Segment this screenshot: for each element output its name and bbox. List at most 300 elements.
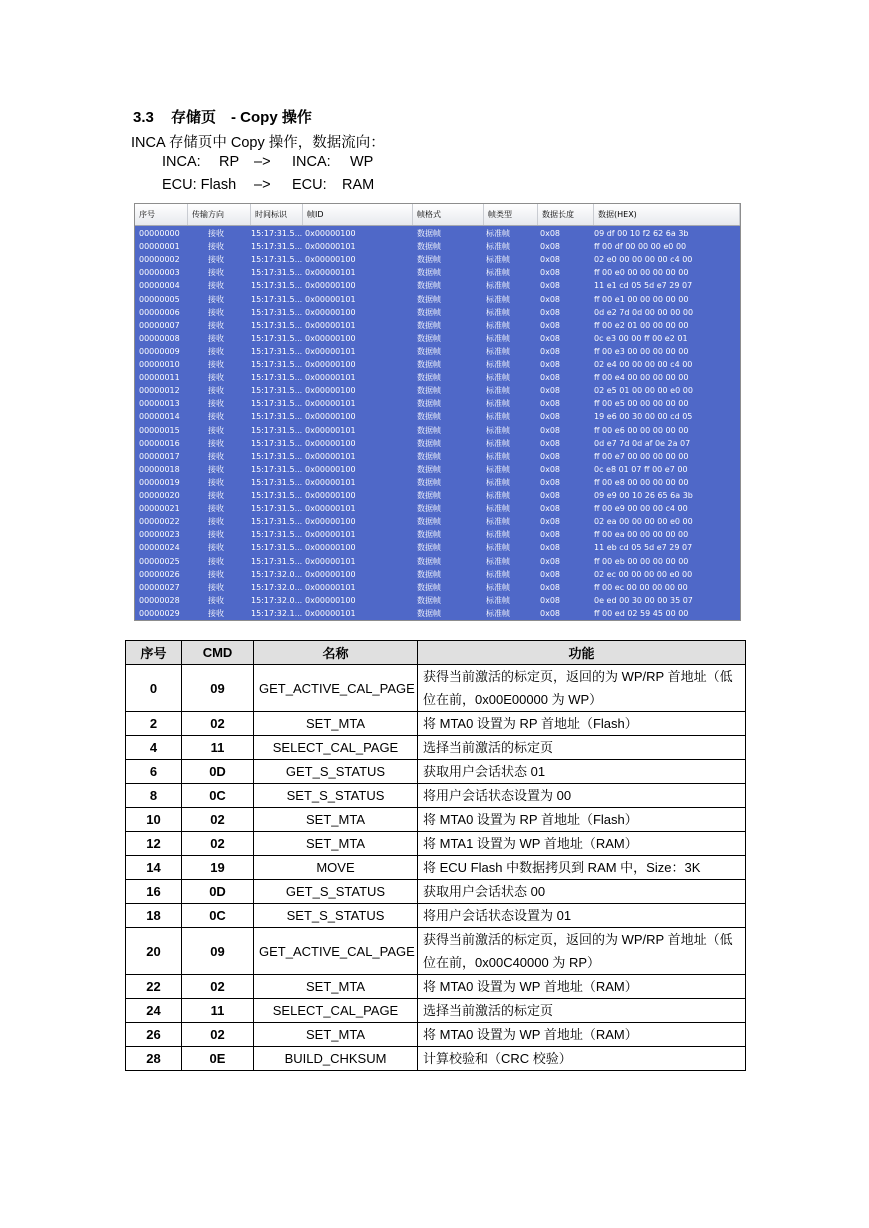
row-index: 10 [126, 808, 182, 832]
trace-cell: 接收 [208, 333, 224, 343]
trace-row[interactable] [135, 541, 740, 554]
trace-cell: 0x00000101 [305, 608, 356, 618]
trace-cell: 接收 [208, 608, 224, 618]
trace-cell: 0x08 [540, 333, 561, 343]
trace-cell: 接收 [208, 229, 224, 238]
trace-cell: 0x08 [540, 530, 561, 540]
flow-dst: WP [350, 154, 374, 170]
row-function: 将 MTA1 设置为 WP 首地址（RAM） [418, 832, 746, 856]
trace-cell: 00000003 [139, 268, 180, 278]
row-index: 16 [126, 880, 182, 904]
table-row [126, 975, 746, 999]
row-name: SET_S_STATUS [254, 904, 418, 928]
trace-cell: 00000004 [139, 281, 180, 291]
trace-cell: 数据帧 [417, 373, 441, 383]
trace-cell: 15:17:31.5... [251, 346, 303, 356]
table-row [126, 784, 746, 808]
trace-cell: 15:17:32.0... [251, 569, 303, 579]
trace-cell: 数据帧 [417, 543, 441, 553]
trace-cell: 接收 [208, 386, 224, 396]
trace-cell: 接收 [208, 438, 224, 448]
trace-cell: 09 df 00 10 f2 62 6a 3b [594, 229, 689, 238]
trace-cell: 数据帧 [417, 595, 441, 605]
trace-row[interactable] [135, 581, 740, 594]
trace-cell: 接收 [208, 464, 224, 474]
row-index: 0 [126, 665, 182, 712]
trace-cell: 标准帧 [486, 333, 510, 343]
trace-cell: 标准帧 [486, 412, 510, 422]
row-cmd: 09 [182, 928, 254, 975]
trace-cell: 00000014 [139, 412, 180, 422]
trace-row[interactable] [135, 371, 740, 384]
trace-cell: 数据帧 [417, 464, 441, 474]
trace-cell: ff 00 e9 00 00 00 c4 00 [594, 504, 688, 514]
row-cmd: 02 [182, 1023, 254, 1047]
trace-cell: 02 e4 00 00 00 00 c4 00 [594, 360, 693, 369]
trace-cell: 接收 [208, 268, 224, 278]
table-row [126, 736, 746, 760]
row-function: 选择当前激活的标定页 [418, 736, 746, 760]
trace-cell: 15:17:31.5... [251, 294, 303, 304]
trace-cell: 0x08 [540, 360, 561, 369]
trace-row[interactable] [135, 266, 740, 279]
row-index: 28 [126, 1047, 182, 1071]
trace-cell: 接收 [208, 569, 224, 579]
trace-cell: 数据帧 [417, 268, 441, 278]
row-index: 20 [126, 928, 182, 975]
intro-text: INCA 存储页中 Copy 操作，数据流向： [131, 135, 385, 151]
col-header-name: 名称 [254, 641, 418, 665]
trace-cell: 15:17:31.5... [251, 399, 303, 409]
row-function: 将 MTA0 设置为 WP 首地址（RAM） [418, 975, 746, 999]
table-header-row [126, 641, 746, 665]
trace-cell: 接收 [208, 412, 224, 422]
trace-cell: 接收 [208, 242, 224, 252]
row-name: SET_MTA [254, 975, 418, 999]
trace-cell: 0x00000100 [305, 569, 356, 579]
trace-cell: 数据帧 [417, 229, 441, 238]
trace-cell: 00000026 [139, 569, 180, 579]
trace-cell: 标准帧 [486, 477, 510, 487]
trace-row[interactable] [135, 437, 740, 450]
trace-row[interactable] [135, 594, 740, 607]
row-cmd: 0D [182, 760, 254, 784]
row-index: 14 [126, 856, 182, 880]
trace-row[interactable] [135, 410, 740, 423]
trace-cell: ff 00 df 00 00 00 e0 00 [594, 242, 687, 252]
trace-row[interactable] [135, 476, 740, 489]
flow-dst-label: INCA: [292, 154, 331, 170]
trace-cell: 15:17:31.5... [251, 333, 303, 343]
trace-cell: 00000000 [139, 229, 180, 238]
trace-cell: 数据帧 [417, 491, 441, 500]
trace-cell: 15:17:31.5... [251, 255, 303, 265]
trace-row[interactable] [135, 555, 740, 568]
trace-cell: 0x00000100 [305, 229, 356, 238]
trace-cell: 0x08 [540, 438, 561, 448]
trace-cell: 0x00000101 [305, 556, 356, 566]
trace-cell: 15:17:31.5... [251, 543, 303, 553]
trace-cell: 11 eb cd 05 5d e7 29 07 [594, 543, 693, 553]
trace-cell: 标准帧 [486, 569, 510, 579]
trace-cell: 15:17:31.5... [251, 412, 303, 422]
table-row [126, 712, 746, 736]
trace-cell: 15:17:31.5... [251, 242, 303, 252]
trace-cell: 0x08 [540, 556, 561, 566]
trace-cell: 00000021 [139, 504, 180, 514]
flow-src-label: INCA: [162, 154, 201, 170]
trace-row[interactable] [135, 279, 740, 292]
trace-col-header[interactable]: 数据长度 [538, 204, 594, 225]
trace-cell: 0x08 [540, 477, 561, 487]
flow-line-inca [162, 154, 373, 170]
section-number: 3.3 [133, 109, 154, 126]
trace-cell: 15:17:32.1... [251, 608, 303, 618]
table-row [126, 880, 746, 904]
trace-cell: 0x00000101 [305, 582, 356, 592]
trace-cell: 数据帧 [417, 556, 441, 566]
trace-cell: 00000025 [139, 556, 180, 566]
trace-cell: 15:17:31.5... [251, 360, 303, 369]
trace-row[interactable] [135, 502, 740, 515]
trace-col-header[interactable]: 传输方向 [188, 204, 251, 225]
flow-line-ecu [162, 177, 374, 193]
trace-row[interactable] [135, 528, 740, 541]
trace-cell: 15:17:31.5... [251, 373, 303, 383]
trace-row[interactable] [135, 489, 740, 502]
trace-col-header[interactable]: 时间标识 [251, 204, 303, 225]
trace-cell: 00000012 [139, 386, 180, 396]
trace-cell: 0x08 [540, 543, 561, 553]
trace-cell: ff 00 e0 00 00 00 00 00 [594, 268, 689, 278]
row-cmd: 11 [182, 736, 254, 760]
row-cmd: 0E [182, 1047, 254, 1071]
trace-cell: 0x08 [540, 582, 561, 592]
trace-cell: 标准帧 [486, 229, 510, 238]
trace-cell: 00000024 [139, 543, 180, 553]
col-header-index: 序号 [126, 641, 182, 665]
trace-row[interactable] [135, 240, 740, 253]
row-function: 将 MTA0 设置为 WP 首地址（RAM） [418, 1023, 746, 1047]
trace-cell: 15:17:31.5... [251, 425, 303, 435]
trace-cell: 0x00000100 [305, 438, 356, 448]
trace-cell: 0x00000100 [305, 255, 356, 265]
row-index: 2 [126, 712, 182, 736]
trace-cell: ff 00 e4 00 00 00 00 00 [594, 373, 689, 383]
trace-cell: 标准帧 [486, 425, 510, 435]
trace-cell: 15:17:31.5... [251, 477, 303, 487]
trace-cell: 0x08 [540, 268, 561, 278]
trace-col-header[interactable]: 数据(HEX) [594, 204, 740, 225]
row-cmd: 0C [182, 904, 254, 928]
table-row [126, 999, 746, 1023]
trace-cell: 00000010 [139, 360, 180, 369]
trace-cell: 00000013 [139, 399, 180, 409]
flow-dst: RAM [342, 177, 375, 193]
row-function: 获得当前激活的标定页，返回的为 WP/RP 首地址（低位在前，0x00E00000 为 WP） [418, 665, 746, 712]
trace-cell: 数据帧 [417, 412, 441, 422]
trace-row[interactable] [135, 358, 740, 371]
trace-cell: 接收 [208, 582, 224, 592]
trace-cell: 0x00000101 [305, 451, 356, 461]
trace-cell: 标准帧 [486, 556, 510, 566]
trace-cell: 02 e0 00 00 00 00 c4 00 [594, 255, 693, 265]
trace-cell: ff 00 ed 02 59 45 00 00 [594, 608, 689, 618]
trace-cell: ff 00 e7 00 00 00 00 00 [594, 451, 689, 461]
trace-cell: 00000007 [139, 320, 180, 330]
trace-cell: 02 ec 00 00 00 00 e0 00 [594, 569, 693, 579]
flow-src: RP [219, 154, 240, 170]
trace-cell: 00000018 [139, 464, 180, 474]
trace-row[interactable] [135, 384, 740, 397]
trace-cell: ff 00 ec 00 00 00 00 00 [594, 582, 688, 592]
trace-cell: 接收 [208, 294, 224, 304]
trace-cell: 0x00000100 [305, 517, 356, 527]
trace-cell: 00000023 [139, 530, 180, 540]
trace-cell: ff 00 e8 00 00 00 00 00 [594, 477, 689, 487]
trace-cell: 0x08 [540, 464, 561, 474]
row-function: 获取用户会话状态 01 [418, 760, 746, 784]
trace-cell: 标准帧 [486, 451, 510, 461]
flow-dst-label: ECU: [292, 177, 327, 193]
trace-cell: 15:17:32.0... [251, 595, 303, 605]
trace-cell: 15:17:31.5... [251, 268, 303, 278]
trace-cell: 00000009 [139, 346, 180, 356]
trace-row[interactable] [135, 345, 740, 358]
trace-cell: 0x00000100 [305, 412, 356, 422]
trace-cell: 0x08 [540, 373, 561, 383]
trace-cell: 接收 [208, 451, 224, 461]
trace-cell: 0x08 [540, 517, 561, 527]
trace-cell: 00000011 [139, 373, 180, 383]
table-row [126, 832, 746, 856]
row-cmd: 11 [182, 999, 254, 1023]
trace-cell: 15:17:31.5... [251, 491, 303, 500]
can-trace-window [134, 203, 741, 621]
trace-cell: 接收 [208, 281, 224, 291]
trace-cell: 0x00000100 [305, 307, 356, 317]
trace-cell: 0x08 [540, 255, 561, 265]
trace-cell: 0x08 [540, 346, 561, 356]
row-name: MOVE [254, 856, 418, 880]
trace-row[interactable] [135, 450, 740, 463]
trace-cell: 数据帧 [417, 386, 441, 396]
trace-cell: 00000016 [139, 438, 180, 448]
trace-row[interactable] [135, 463, 740, 476]
col-header-cmd: CMD [182, 641, 254, 665]
trace-cell: 标准帧 [486, 268, 510, 278]
trace-cell: 0x00000100 [305, 333, 356, 343]
trace-cell: 0x00000101 [305, 477, 356, 487]
row-function: 选择当前激活的标定页 [418, 999, 746, 1023]
trace-cell: ff 00 e3 00 00 00 00 00 [594, 346, 689, 356]
trace-cell: 0x08 [540, 504, 561, 514]
trace-cell: 0x00000100 [305, 464, 356, 474]
trace-row[interactable] [135, 319, 740, 332]
trace-cell: 接收 [208, 399, 224, 409]
trace-cell: 数据帧 [417, 608, 441, 618]
row-cmd: 02 [182, 832, 254, 856]
trace-cell: 00000002 [139, 255, 180, 265]
trace-cell: 接收 [208, 360, 224, 369]
trace-cell: 标准帧 [486, 517, 510, 527]
trace-cell: 00000008 [139, 333, 180, 343]
trace-col-header[interactable]: 帧ID [303, 204, 413, 225]
row-function: 将 MTA0 设置为 RP 首地址（Flash） [418, 808, 746, 832]
trace-cell: 数据帧 [417, 569, 441, 579]
trace-row[interactable] [135, 568, 740, 581]
row-name: SELECT_CAL_PAGE [254, 999, 418, 1023]
trace-cell: 0x00000100 [305, 386, 356, 396]
trace-cell: 00000019 [139, 477, 180, 487]
table-row [126, 760, 746, 784]
trace-cell: 00000017 [139, 451, 180, 461]
trace-cell: 15:17:31.5... [251, 438, 303, 448]
trace-row[interactable] [135, 332, 740, 345]
row-index: 12 [126, 832, 182, 856]
trace-cell: 0x00000100 [305, 491, 356, 500]
row-name: SET_MTA [254, 808, 418, 832]
row-name: SET_MTA [254, 832, 418, 856]
flow-arrow: –> [254, 177, 271, 193]
section-title: 存储页 [171, 109, 217, 126]
row-name: SET_S_STATUS [254, 784, 418, 808]
trace-cell: 数据帧 [417, 438, 441, 448]
trace-cell: 数据帧 [417, 346, 441, 356]
trace-cell: 接收 [208, 307, 224, 317]
command-table [125, 640, 746, 1071]
row-cmd: 0C [182, 784, 254, 808]
trace-cell: 0d e2 7d 0d 00 00 00 00 [594, 307, 694, 317]
row-cmd: 02 [182, 712, 254, 736]
trace-cell: 0x08 [540, 229, 561, 238]
trace-cell: 接收 [208, 491, 224, 500]
trace-cell: 00000005 [139, 294, 180, 304]
trace-cell: 数据帧 [417, 582, 441, 592]
row-cmd: 0D [182, 880, 254, 904]
trace-cell: 02 e5 01 00 00 00 e0 00 [594, 386, 693, 396]
trace-cell: 标准帧 [486, 360, 510, 369]
trace-cell: 接收 [208, 595, 224, 605]
trace-row[interactable] [135, 607, 740, 620]
trace-row[interactable] [135, 306, 740, 319]
trace-cell: 接收 [208, 346, 224, 356]
trace-cell: 数据帧 [417, 281, 441, 291]
trace-cell: 0x00000101 [305, 425, 356, 435]
trace-cell: 15:17:31.5... [251, 320, 303, 330]
table-row [126, 1047, 746, 1071]
trace-cell: 15:17:31.5... [251, 464, 303, 474]
table-row [126, 928, 746, 975]
table-row [126, 904, 746, 928]
trace-cell: 标准帧 [486, 595, 510, 605]
col-header-function: 功能 [418, 641, 746, 665]
row-function: 获取用户会话状态 00 [418, 880, 746, 904]
row-index: 18 [126, 904, 182, 928]
trace-cell: 00000029 [139, 608, 180, 618]
trace-row[interactable] [135, 253, 740, 266]
trace-cell: 00000022 [139, 517, 180, 527]
row-cmd: 02 [182, 808, 254, 832]
trace-cell: 0x00000101 [305, 242, 356, 252]
trace-cell: 数据帧 [417, 242, 441, 252]
trace-col-header[interactable]: 序号 [135, 204, 188, 225]
trace-row[interactable] [135, 227, 740, 240]
trace-cell: 标准帧 [486, 346, 510, 356]
trace-row[interactable] [135, 424, 740, 437]
trace-cell: 数据帧 [417, 255, 441, 265]
trace-cell: 0x08 [540, 399, 561, 409]
row-name: SET_MTA [254, 712, 418, 736]
trace-cell: 0x08 [540, 307, 561, 317]
trace-cell: 数据帧 [417, 333, 441, 343]
trace-cell: 标准帧 [486, 386, 510, 396]
trace-cell: 15:17:31.5... [251, 281, 303, 291]
row-cmd: 02 [182, 975, 254, 999]
row-cmd: 09 [182, 665, 254, 712]
row-cmd: 19 [182, 856, 254, 880]
trace-cell: 15:17:31.5... [251, 386, 303, 396]
trace-cell: 0x08 [540, 595, 561, 605]
trace-cell: 标准帧 [486, 438, 510, 448]
trace-cell: 标准帧 [486, 582, 510, 592]
row-function: 将用户会话状态设置为 01 [418, 904, 746, 928]
section-subtitle: - Copy 操作 [231, 109, 312, 126]
trace-cell: 0x08 [540, 608, 561, 618]
row-index: 4 [126, 736, 182, 760]
trace-cell: 标准帧 [486, 281, 510, 291]
trace-cell: 接收 [208, 255, 224, 265]
table-row [126, 808, 746, 832]
trace-cell: 0x08 [540, 425, 561, 435]
trace-cell: 接收 [208, 517, 224, 527]
trace-col-header[interactable]: 帧格式 [413, 204, 484, 225]
trace-cell: 15:17:31.5... [251, 517, 303, 527]
trace-cell: ff 00 e6 00 00 00 00 00 [594, 425, 689, 435]
trace-row[interactable] [135, 515, 740, 528]
trace-row[interactable] [135, 293, 740, 306]
trace-cell: 0x00000100 [305, 543, 356, 553]
trace-cell: 11 e1 cd 05 5d e7 29 07 [594, 281, 693, 291]
row-index: 24 [126, 999, 182, 1023]
trace-cell: 0e ed 00 30 00 00 35 07 [594, 595, 693, 605]
flow-arrow: –> [254, 154, 271, 170]
trace-cell: 接收 [208, 320, 224, 330]
row-index: 26 [126, 1023, 182, 1047]
trace-cell: 00000006 [139, 307, 180, 317]
trace-cell: 接收 [208, 543, 224, 553]
trace-cell: 09 e9 00 10 26 65 6a 3b [594, 491, 693, 500]
row-function: 计算校验和（CRC 校验） [418, 1047, 746, 1071]
trace-cell: 0c e8 01 07 ff 00 e7 00 [594, 464, 688, 474]
trace-cell: 15:17:31.5... [251, 307, 303, 317]
trace-col-header[interactable]: 帧类型 [484, 204, 538, 225]
trace-cell: 标准帧 [486, 543, 510, 553]
trace-cell: 0x08 [540, 491, 561, 500]
row-name: SET_MTA [254, 1023, 418, 1047]
trace-cell: 15:17:31.5... [251, 451, 303, 461]
table-body [126, 665, 746, 1071]
trace-cell: 0x08 [540, 294, 561, 304]
trace-cell: 00000028 [139, 595, 180, 605]
row-index: 6 [126, 760, 182, 784]
row-function: 将用户会话状态设置为 00 [418, 784, 746, 808]
trace-row[interactable] [135, 397, 740, 410]
trace-cell: 0x00000101 [305, 320, 356, 330]
trace-cell: 标准帧 [486, 530, 510, 540]
trace-cell: 00000020 [139, 491, 180, 500]
trace-cell: 15:17:32.0... [251, 582, 303, 592]
